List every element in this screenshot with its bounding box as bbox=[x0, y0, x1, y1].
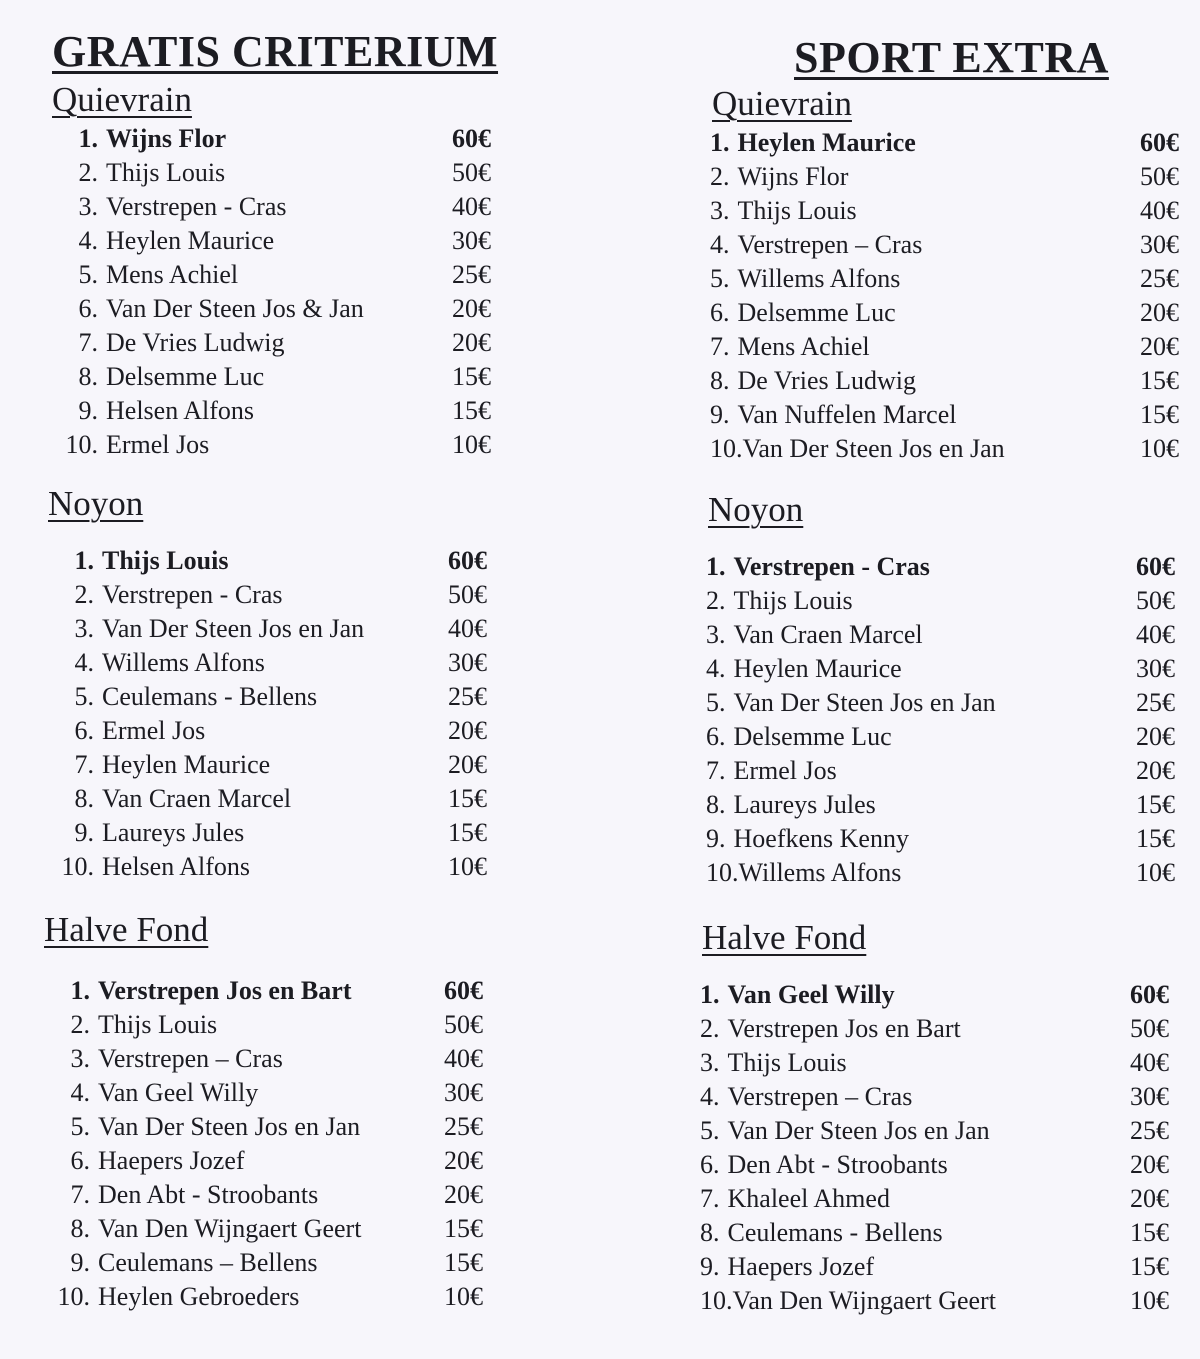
rank-number: 8. bbox=[70, 1214, 90, 1243]
rank-number: 6. bbox=[78, 294, 98, 323]
competitor-name: Thijs Louis bbox=[727, 1048, 847, 1077]
list-item bbox=[700, 1216, 1180, 1250]
list-item bbox=[706, 686, 1180, 720]
rank-number: 5. bbox=[700, 1116, 720, 1145]
rank-number: 2. bbox=[706, 586, 726, 615]
rank-number: 6. bbox=[70, 1146, 90, 1175]
competitor-name: Thijs Louis bbox=[106, 158, 226, 187]
prize-amount: 20€ bbox=[448, 716, 487, 745]
prize-amount: 15€ bbox=[452, 396, 491, 425]
rank-and-name bbox=[706, 856, 901, 890]
competitor-name: Van Craen Marcel bbox=[102, 784, 292, 813]
prize-amount: 20€ bbox=[1140, 332, 1179, 361]
list-item bbox=[36, 680, 520, 714]
competitor-name: Laureys Jules bbox=[102, 818, 245, 847]
rank-number: 2. bbox=[70, 1010, 90, 1039]
competitor-name: Verstrepen – Cras bbox=[98, 1044, 283, 1073]
rank-number: 1. bbox=[706, 552, 726, 581]
rank-number: 10. bbox=[706, 858, 739, 887]
list-item bbox=[40, 394, 520, 428]
competitor-name: Verstrepen Jos en Bart bbox=[727, 1014, 961, 1043]
prize-amount: 20€ bbox=[452, 294, 491, 323]
competitor-name: Van Der Steen Jos en Jan bbox=[742, 434, 1005, 463]
competitor-name: Helsen Alfons bbox=[102, 852, 251, 881]
prize-amount: 15€ bbox=[452, 362, 491, 391]
prize-amount: 15€ bbox=[1130, 1252, 1169, 1281]
right-section-halve-fond bbox=[690, 918, 1180, 1318]
list-item bbox=[706, 618, 1180, 652]
results-list bbox=[32, 974, 520, 1314]
prize-amount: 20€ bbox=[1136, 756, 1175, 785]
rank-number: 3. bbox=[700, 1048, 720, 1077]
competitor-name: Willems Alfons bbox=[737, 264, 901, 293]
prize-amount: 40€ bbox=[452, 192, 491, 221]
right-main-title: SPORT EXTRA bbox=[794, 33, 1109, 82]
rank-and-name bbox=[700, 1182, 890, 1216]
rank-and-name bbox=[706, 550, 930, 584]
competitor-name: Verstrepen - Cras bbox=[106, 192, 287, 221]
prize-amount: 10€ bbox=[448, 852, 487, 881]
rank-number: 8. bbox=[700, 1218, 720, 1247]
prize-amount: 40€ bbox=[1130, 1048, 1169, 1077]
prize-amount: 15€ bbox=[1136, 824, 1175, 853]
section-title: Halve Fond bbox=[44, 910, 209, 949]
rank-and-name bbox=[706, 754, 837, 788]
list-item bbox=[32, 1246, 520, 1280]
list-item bbox=[706, 584, 1180, 618]
competitor-name: Van Den Wijngaert Geert bbox=[732, 1286, 996, 1315]
rank-and-name bbox=[700, 1012, 961, 1046]
list-item bbox=[40, 360, 520, 394]
rank-number: 4. bbox=[706, 654, 726, 683]
list-item bbox=[710, 228, 1180, 262]
rank-and-name bbox=[710, 194, 857, 228]
list-item bbox=[700, 1114, 1180, 1148]
prize-amount: 30€ bbox=[444, 1078, 483, 1107]
prize-amount: 10€ bbox=[1130, 1286, 1169, 1315]
rank-number: 8. bbox=[706, 790, 726, 819]
list-item bbox=[700, 978, 1180, 1012]
list-item bbox=[32, 1178, 520, 1212]
left-section-halve-fond bbox=[40, 910, 520, 1314]
rank-and-name bbox=[700, 1114, 990, 1148]
rank-number: 7. bbox=[74, 750, 94, 779]
competitor-name: Ceulemans - Bellens bbox=[727, 1218, 943, 1247]
rank-and-name bbox=[706, 652, 902, 686]
rank-and-name bbox=[706, 720, 892, 754]
results-list bbox=[40, 122, 520, 462]
rank-and-name bbox=[710, 160, 848, 194]
list-item bbox=[36, 612, 520, 646]
rank-number: 7. bbox=[710, 332, 730, 361]
prize-amount: 15€ bbox=[1140, 366, 1179, 395]
prize-amount: 20€ bbox=[444, 1180, 483, 1209]
competitor-name: Van Nuffelen Marcel bbox=[737, 400, 957, 429]
list-item bbox=[706, 788, 1180, 822]
list-item bbox=[32, 1144, 520, 1178]
rank-number: 5. bbox=[710, 264, 730, 293]
competitor-name: Van Craen Marcel bbox=[733, 620, 923, 649]
prize-amount: 25€ bbox=[1130, 1116, 1169, 1145]
rank-number: 9. bbox=[700, 1252, 720, 1281]
list-item bbox=[710, 194, 1180, 228]
rank-and-name bbox=[710, 432, 1005, 466]
list-item bbox=[40, 258, 520, 292]
list-item bbox=[706, 754, 1180, 788]
rank-number: 4. bbox=[74, 648, 94, 677]
rank-number: 3. bbox=[78, 192, 98, 221]
prize-amount: 30€ bbox=[1130, 1082, 1169, 1111]
rank-number: 6. bbox=[74, 716, 94, 745]
prize-amount: 40€ bbox=[448, 614, 487, 643]
prize-amount: 25€ bbox=[452, 260, 491, 289]
competitor-name: Mens Achiel bbox=[106, 260, 239, 289]
section-title: Halve Fond bbox=[702, 918, 867, 957]
prize-amount: 40€ bbox=[1140, 196, 1179, 225]
rank-number: 1. bbox=[710, 128, 730, 157]
rank-number: 10. bbox=[710, 434, 743, 463]
prize-amount: 15€ bbox=[448, 818, 487, 847]
list-item bbox=[700, 1148, 1180, 1182]
list-item bbox=[36, 782, 520, 816]
list-item bbox=[710, 432, 1180, 466]
prize-amount: 10€ bbox=[444, 1282, 483, 1311]
competitor-name: Thijs Louis bbox=[733, 586, 853, 615]
competitor-name: De Vries Ludwig bbox=[106, 328, 285, 357]
rank-number: 8. bbox=[74, 784, 94, 813]
competitor-name: Van Geel Willy bbox=[98, 1078, 259, 1107]
competitor-name: Haepers Jozef bbox=[727, 1252, 875, 1281]
competitor-name: Hoefkens Kenny bbox=[733, 824, 909, 853]
prize-amount: 60€ bbox=[1140, 128, 1179, 157]
list-item bbox=[700, 1250, 1180, 1284]
list-item bbox=[36, 578, 520, 612]
rank-number: 7. bbox=[706, 756, 726, 785]
rank-number: 9. bbox=[74, 818, 94, 847]
left-section-quievrain bbox=[40, 80, 520, 462]
rank-and-name bbox=[700, 1216, 943, 1250]
rank-and-name bbox=[700, 978, 895, 1012]
competitor-name: Heylen Maurice bbox=[106, 226, 275, 255]
competitor-name: Delsemme Luc bbox=[733, 722, 892, 751]
prize-amount: 50€ bbox=[444, 1010, 483, 1039]
rank-and-name bbox=[710, 330, 870, 364]
list-item bbox=[710, 330, 1180, 364]
rank-number: 5. bbox=[706, 688, 726, 717]
prize-amount: 25€ bbox=[1136, 688, 1175, 717]
rank-number: 2. bbox=[78, 158, 98, 187]
rank-number: 1. bbox=[70, 976, 90, 1005]
prize-amount: 25€ bbox=[444, 1112, 483, 1141]
list-item bbox=[706, 550, 1180, 584]
competitor-name: Thijs Louis bbox=[737, 196, 857, 225]
prize-amount: 15€ bbox=[444, 1214, 483, 1243]
list-item bbox=[40, 190, 520, 224]
list-item bbox=[36, 850, 520, 884]
competitor-name: Ceulemans – Bellens bbox=[98, 1248, 318, 1277]
prize-amount: 20€ bbox=[1130, 1184, 1169, 1213]
prize-amount: 15€ bbox=[448, 784, 487, 813]
rank-number: 6. bbox=[706, 722, 726, 751]
rank-number: 10. bbox=[65, 430, 98, 459]
list-item bbox=[710, 398, 1180, 432]
rank-number: 8. bbox=[78, 362, 98, 391]
prize-amount: 60€ bbox=[448, 546, 487, 575]
rank-number: 5. bbox=[78, 260, 98, 289]
list-item bbox=[32, 1280, 520, 1314]
rank-number: 10. bbox=[61, 852, 94, 881]
prize-amount: 30€ bbox=[1140, 230, 1179, 259]
rank-number: 1. bbox=[78, 124, 98, 153]
competitor-name: Van Der Steen Jos & Jan bbox=[106, 294, 364, 323]
rank-and-name bbox=[710, 398, 956, 432]
prize-amount: 20€ bbox=[1140, 298, 1179, 327]
prize-amount: 60€ bbox=[452, 124, 491, 153]
competitor-name: Van Der Steen Jos en Jan bbox=[733, 688, 996, 717]
competitor-name: Heylen Gebroeders bbox=[98, 1282, 300, 1311]
competitor-name: Ermel Jos bbox=[733, 756, 837, 785]
rank-and-name bbox=[706, 788, 876, 822]
rank-number: 9. bbox=[710, 400, 730, 429]
list-item bbox=[36, 816, 520, 850]
rank-number: 4. bbox=[700, 1082, 720, 1111]
prize-amount: 30€ bbox=[1136, 654, 1175, 683]
competitor-name: Van Den Wijngaert Geert bbox=[98, 1214, 362, 1243]
list-item bbox=[706, 720, 1180, 754]
rank-number: 10. bbox=[57, 1282, 90, 1311]
list-item bbox=[710, 160, 1180, 194]
prize-amount: 15€ bbox=[1130, 1218, 1169, 1247]
competitor-name: Khaleel Ahmed bbox=[727, 1184, 890, 1213]
prize-amount: 60€ bbox=[444, 976, 483, 1005]
rank-and-name bbox=[700, 1080, 912, 1114]
rank-and-name bbox=[700, 1046, 847, 1080]
prize-amount: 20€ bbox=[448, 750, 487, 779]
list-item bbox=[40, 428, 520, 462]
competitor-name: Verstrepen – Cras bbox=[727, 1082, 913, 1111]
list-item bbox=[36, 544, 520, 578]
prize-amount: 50€ bbox=[448, 580, 487, 609]
competitor-name: Den Abt - Stroobants bbox=[98, 1180, 319, 1209]
prize-amount: 20€ bbox=[452, 328, 491, 357]
rank-and-name bbox=[710, 126, 916, 160]
competitor-name: Den Abt - Stroobants bbox=[727, 1150, 948, 1179]
competitor-name: Ermel Jos bbox=[102, 716, 206, 745]
prize-amount: 30€ bbox=[448, 648, 487, 677]
rank-number: 5. bbox=[74, 682, 94, 711]
list-item bbox=[700, 1046, 1180, 1080]
prize-amount: 30€ bbox=[452, 226, 491, 255]
competitor-name: Van Geel Willy bbox=[727, 980, 895, 1009]
rank-number: 2. bbox=[74, 580, 94, 609]
list-item bbox=[32, 974, 520, 1008]
competitor-name: Verstrepen - Cras bbox=[733, 552, 930, 581]
prize-amount: 10€ bbox=[1140, 434, 1179, 463]
rank-number: 8. bbox=[710, 366, 730, 395]
list-item bbox=[706, 856, 1180, 890]
rank-number: 1. bbox=[74, 546, 94, 575]
list-item bbox=[700, 1284, 1180, 1318]
competitor-name: Heylen Maurice bbox=[733, 654, 902, 683]
section-title: Noyon bbox=[48, 484, 144, 523]
left-section-noyon bbox=[40, 484, 520, 884]
rank-number: 5. bbox=[70, 1112, 90, 1141]
competitor-name: Delsemme Luc bbox=[737, 298, 896, 327]
list-item bbox=[40, 292, 520, 326]
list-item bbox=[706, 652, 1180, 686]
rank-and-name bbox=[710, 228, 922, 262]
list-item bbox=[32, 1212, 520, 1246]
rank-number: 7. bbox=[78, 328, 98, 357]
list-item bbox=[700, 1080, 1180, 1114]
results-list bbox=[710, 126, 1180, 466]
competitor-name: Ceulemans - Bellens bbox=[102, 682, 318, 711]
rank-number: 2. bbox=[710, 162, 730, 191]
results-list bbox=[700, 978, 1180, 1318]
rank-number: 9. bbox=[706, 824, 726, 853]
rank-number: 7. bbox=[70, 1180, 90, 1209]
prize-amount: 25€ bbox=[1140, 264, 1179, 293]
competitor-name: Van Der Steen Jos en Jan bbox=[727, 1116, 990, 1145]
list-item bbox=[700, 1182, 1180, 1216]
rank-and-name bbox=[700, 1250, 874, 1284]
list-item bbox=[40, 326, 520, 360]
rank-and-name bbox=[700, 1284, 996, 1318]
right-section-noyon bbox=[690, 490, 1180, 890]
list-item bbox=[710, 364, 1180, 398]
rank-number: 1. bbox=[700, 980, 720, 1009]
prize-amount: 15€ bbox=[444, 1248, 483, 1277]
list-item bbox=[700, 1012, 1180, 1046]
competitor-name: Mens Achiel bbox=[737, 332, 870, 361]
prize-amount: 25€ bbox=[448, 682, 487, 711]
rank-number: 3. bbox=[710, 196, 730, 225]
list-item bbox=[40, 122, 520, 156]
competitor-name: Delsemme Luc bbox=[106, 362, 265, 391]
left-main-title: GRATIS CRITERIUM bbox=[52, 27, 499, 76]
competitor-name: Verstrepen Jos en Bart bbox=[98, 976, 352, 1005]
competitor-name: Thijs Louis bbox=[98, 1010, 218, 1039]
prize-amount: 20€ bbox=[1136, 722, 1175, 751]
list-item bbox=[32, 1008, 520, 1042]
competitor-name: Verstrepen – Cras bbox=[737, 230, 923, 259]
rank-number: 3. bbox=[70, 1044, 90, 1073]
competitor-name: Willems Alfons bbox=[102, 648, 265, 677]
list-item bbox=[710, 126, 1180, 160]
rank-and-name bbox=[710, 262, 900, 296]
right-section-quievrain bbox=[690, 84, 1180, 466]
results-list bbox=[706, 550, 1180, 890]
prize-amount: 40€ bbox=[1136, 620, 1175, 649]
prize-amount: 20€ bbox=[444, 1146, 483, 1175]
list-item bbox=[710, 296, 1180, 330]
prize-amount: 60€ bbox=[1136, 552, 1175, 581]
rank-number: 3. bbox=[74, 614, 94, 643]
competitor-name: Van Der Steen Jos en Jan bbox=[98, 1112, 361, 1141]
list-item bbox=[710, 262, 1180, 296]
rank-and-name bbox=[710, 364, 916, 398]
competitor-name: Thijs Louis bbox=[102, 546, 229, 575]
rank-number: 4. bbox=[78, 226, 98, 255]
rank-number: 7. bbox=[700, 1184, 720, 1213]
rank-number: 6. bbox=[710, 298, 730, 327]
prize-amount: 15€ bbox=[1140, 400, 1179, 429]
rank-and-name bbox=[706, 686, 996, 720]
rank-number: 4. bbox=[710, 230, 730, 259]
prize-amount: 10€ bbox=[1136, 858, 1175, 887]
prize-amount: 50€ bbox=[1130, 1014, 1169, 1043]
prize-amount: 10€ bbox=[452, 430, 491, 459]
competitor-name: Heylen Maurice bbox=[102, 750, 271, 779]
prize-amount: 60€ bbox=[1130, 980, 1169, 1009]
competitor-name: Helsen Alfons bbox=[106, 396, 255, 425]
list-item bbox=[32, 1076, 520, 1110]
list-item bbox=[706, 822, 1180, 856]
section-title: Noyon bbox=[708, 490, 804, 529]
list-item bbox=[36, 646, 520, 680]
rank-and-name bbox=[706, 618, 923, 652]
rank-number: 4. bbox=[70, 1078, 90, 1107]
prize-amount: 15€ bbox=[1136, 790, 1175, 819]
prize-amount: 20€ bbox=[1130, 1150, 1169, 1179]
results-list bbox=[36, 544, 520, 884]
prize-amount: 50€ bbox=[1140, 162, 1179, 191]
competitor-name: Wijns Flor bbox=[737, 162, 849, 191]
competitor-name: Heylen Maurice bbox=[737, 128, 916, 157]
rank-number: 9. bbox=[70, 1248, 90, 1277]
competitor-name: De Vries Ludwig bbox=[737, 366, 916, 395]
rank-number: 3. bbox=[706, 620, 726, 649]
competitor-name: Verstrepen - Cras bbox=[102, 580, 283, 609]
list-item bbox=[40, 224, 520, 258]
rank-number: 2. bbox=[700, 1014, 720, 1043]
rank-and-name bbox=[710, 296, 896, 330]
prize-amount: 40€ bbox=[444, 1044, 483, 1073]
rank-and-name bbox=[700, 1148, 948, 1182]
list-item bbox=[40, 156, 520, 190]
competitor-name: Wijns Flor bbox=[106, 124, 227, 153]
competitor-name: Van Der Steen Jos en Jan bbox=[102, 614, 365, 643]
competitor-name: Willems Alfons bbox=[738, 858, 902, 887]
rank-number: 10. bbox=[700, 1286, 733, 1315]
competitor-name: Laureys Jules bbox=[733, 790, 876, 819]
rank-and-name bbox=[706, 822, 909, 856]
list-item bbox=[32, 1042, 520, 1076]
rank-number: 9. bbox=[78, 396, 98, 425]
list-item bbox=[32, 1110, 520, 1144]
competitor-name: Haepers Jozef bbox=[98, 1146, 245, 1175]
competitor-name: Ermel Jos bbox=[106, 430, 210, 459]
rank-number: 6. bbox=[700, 1150, 720, 1179]
list-item bbox=[36, 714, 520, 748]
section-title: Quievrain bbox=[712, 84, 852, 123]
prize-amount: 50€ bbox=[452, 158, 491, 187]
rank-and-name bbox=[706, 584, 853, 618]
section-title: Quievrain bbox=[52, 80, 192, 119]
list-item bbox=[36, 748, 520, 782]
prize-amount: 50€ bbox=[1136, 586, 1175, 615]
